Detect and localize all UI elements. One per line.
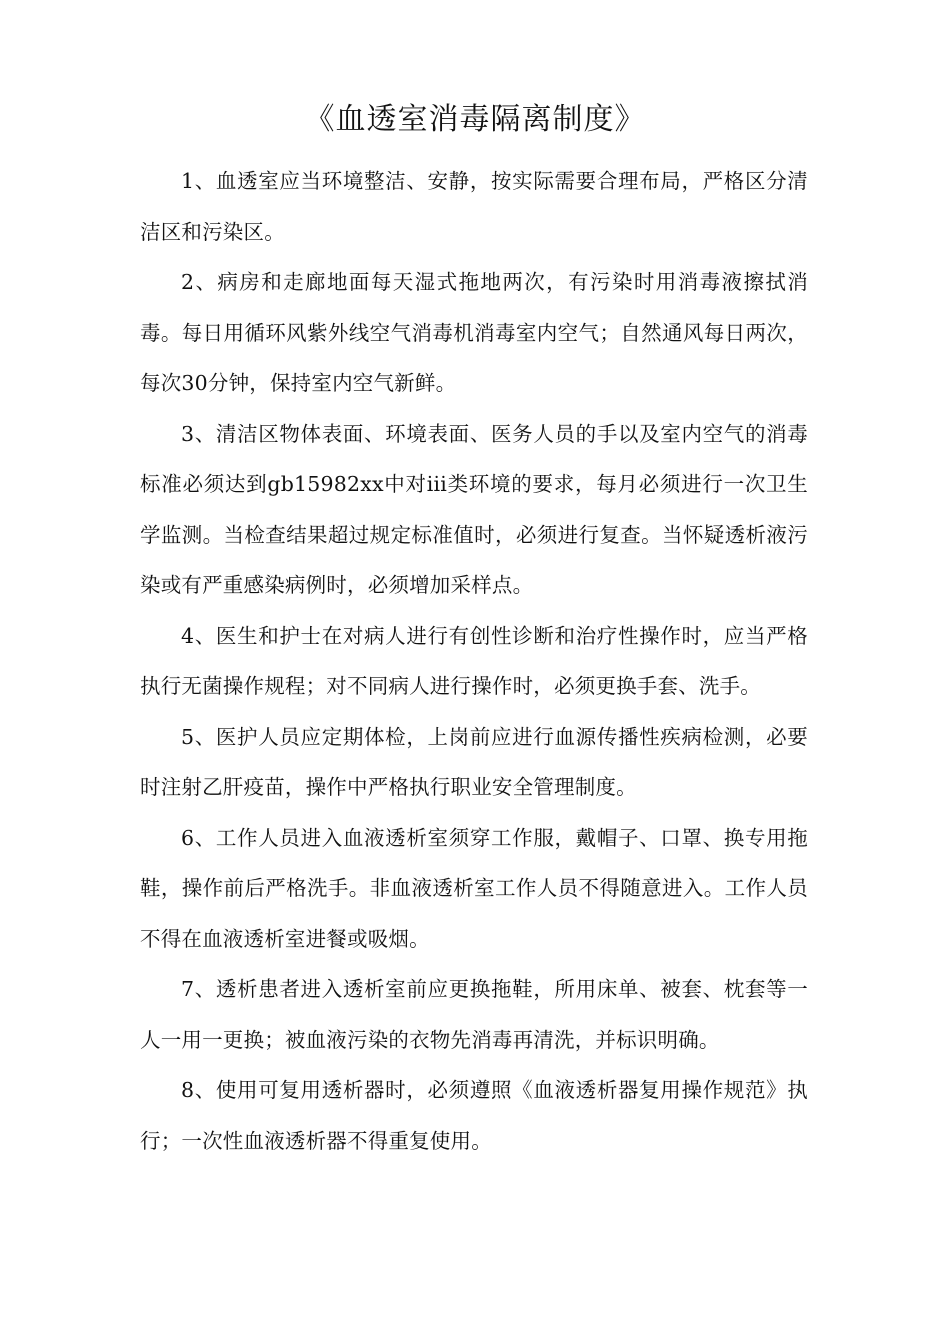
clause-1: 1、血透室应当环境整洁、安静，按实际需要合理布局，严格区分清洁区和污染区。	[140, 169, 808, 244]
clause-7: 7、透析患者进入透析室前应更换拖鞋，所用床单、被套、枕套等一人一用一更换；被血液污染的衣物先消毒再清洗，并标识明确。	[140, 977, 808, 1052]
clause-6: 6、工作人员进入血液透析室须穿工作服，戴帽子、口罩、换专用拖鞋，操作前后严格洗手。非血液透析室工作人员不得随意进入。工作人员不得在血液透析室进餐或吸烟。	[140, 825, 808, 951]
document-body	[140, 156, 808, 1166]
document-title: 《血透室消毒隔离制度》	[304, 102, 646, 137]
clause-5: 5、医护人员应定期体检，上岗前应进行血源传播性疾病检测，必要时注射乙肝疫苗，操作中严格执行职业安全管理制度。	[140, 724, 808, 799]
clause-3: 3、清洁区物体表面、环境表面、医务人员的手以及室内空气的消毒标准必须达到gb15982xx中对iii类环境的要求，每月必须进行一次卫生学监测。当检查结果超过规定标准值时，必须进行复查。当怀疑透析液污染或有严重感染病例时，必须增加采样点。	[140, 421, 808, 597]
clause-2: 2、病房和走廊地面每天湿式拖地两次，有污染时用消毒液擦拭消毒。每日用循环风紫外线空气消毒机消毒室内空气；自然通风每日两次，每次30分钟，保持室内空气新鲜。	[140, 270, 808, 395]
clause-4: 4、医生和护士在对病人进行有创性诊断和治疗性操作时，应当严格执行无菌操作规程；对不同病人进行操作时，必须更换手套、洗手。	[140, 623, 808, 698]
clause-8: 8、使用可复用透析器时，必须遵照《血液透析器复用操作规范》执行；一次性血液透析器不得重复使用。	[140, 1078, 808, 1153]
